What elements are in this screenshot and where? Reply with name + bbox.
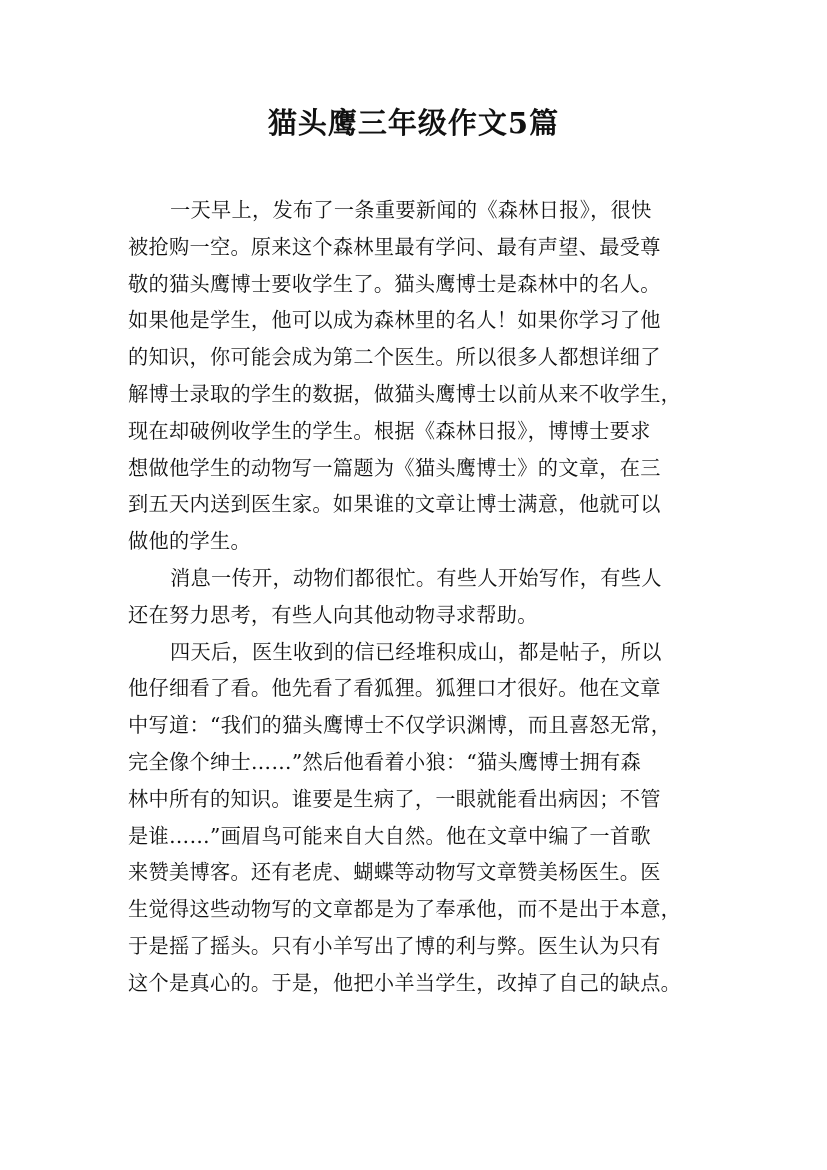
paragraph-line: 如果他是学生，他可以成为森林里的名人！如果你学习了他 bbox=[128, 308, 661, 333]
paragraph-line: 这个是真心的。于是，他把小羊当学生，改掉了自己的缺点。 bbox=[128, 970, 682, 995]
paragraph-line: 想做他学生的动物写一篇题为《猫头鹰博士》的文章，在三 bbox=[128, 455, 661, 480]
paragraph-line: 于是摇了摇头。只有小羊写出了博的利与弊。医生认为只有 bbox=[128, 933, 661, 958]
paragraph-line: 林中所有的知识。谁要是生病了，一眼就能看出病因；不管 bbox=[128, 786, 661, 811]
paragraph-line: 做他的学生。 bbox=[128, 529, 251, 554]
document-body bbox=[128, 192, 704, 1002]
paragraph-line: 中写道：“我们的猫头鹰博士不仅学识渊博，而且喜怒无常， bbox=[128, 713, 672, 738]
paragraph-line: 来赞美博客。还有老虎、蝴蝶等动物写文章赞美杨医生。医 bbox=[128, 860, 661, 885]
paragraph-line: 被抢购一空。原来这个森林里最有学问、最有声望、最受尊 bbox=[128, 234, 661, 259]
paragraph-first-line: 消息一传开，动物们都很忙。有些人开始写作，有些人 bbox=[170, 565, 662, 590]
paragraph-line: 他仔细看了看。他先看了看狐狸。狐狸口才很好。他在文章 bbox=[128, 676, 661, 701]
paragraph-line: 的知识，你可能会成为第二个医生。所以很多人都想详细了 bbox=[128, 345, 661, 370]
paragraph-line: 还在努力思考，有些人向其他动物寻求帮助。 bbox=[128, 602, 538, 627]
paragraph-first-line: 一天早上，发布了一条重要新闻的《森林日报》，很快 bbox=[170, 198, 652, 222]
paragraph-line: 到五天内送到医生家。如果谁的文章让博士满意，他就可以 bbox=[128, 492, 661, 517]
paragraph-line: 生觉得这些动物写的文章都是为了奉承他，而不是出于本意， bbox=[128, 897, 682, 922]
paragraph-line: 解博士录取的学生的数据，做猫头鹰博士以前从来不收学生， bbox=[128, 381, 682, 406]
paragraph-line: 现在却破例收学生的学生。根据《森林日报》，博博士要求 bbox=[128, 418, 651, 443]
document-title: 猫头鹰三年级作文5篇 bbox=[267, 106, 560, 140]
paragraph-line: 是谁……”画眉鸟可能来自大自然。他在文章中编了一首歌 bbox=[128, 823, 651, 848]
paragraph-line: 敬的猫头鹰博士要收学生了。猫头鹰博士是森林中的名人。 bbox=[128, 271, 661, 296]
paragraph-first-line: 四天后，医生收到的信已经堆积成山，都是帖子，所以 bbox=[170, 639, 662, 664]
paragraph-line: 完全像个绅士……”然后他看着小狼：“猫头鹰博士拥有森 bbox=[128, 749, 641, 774]
